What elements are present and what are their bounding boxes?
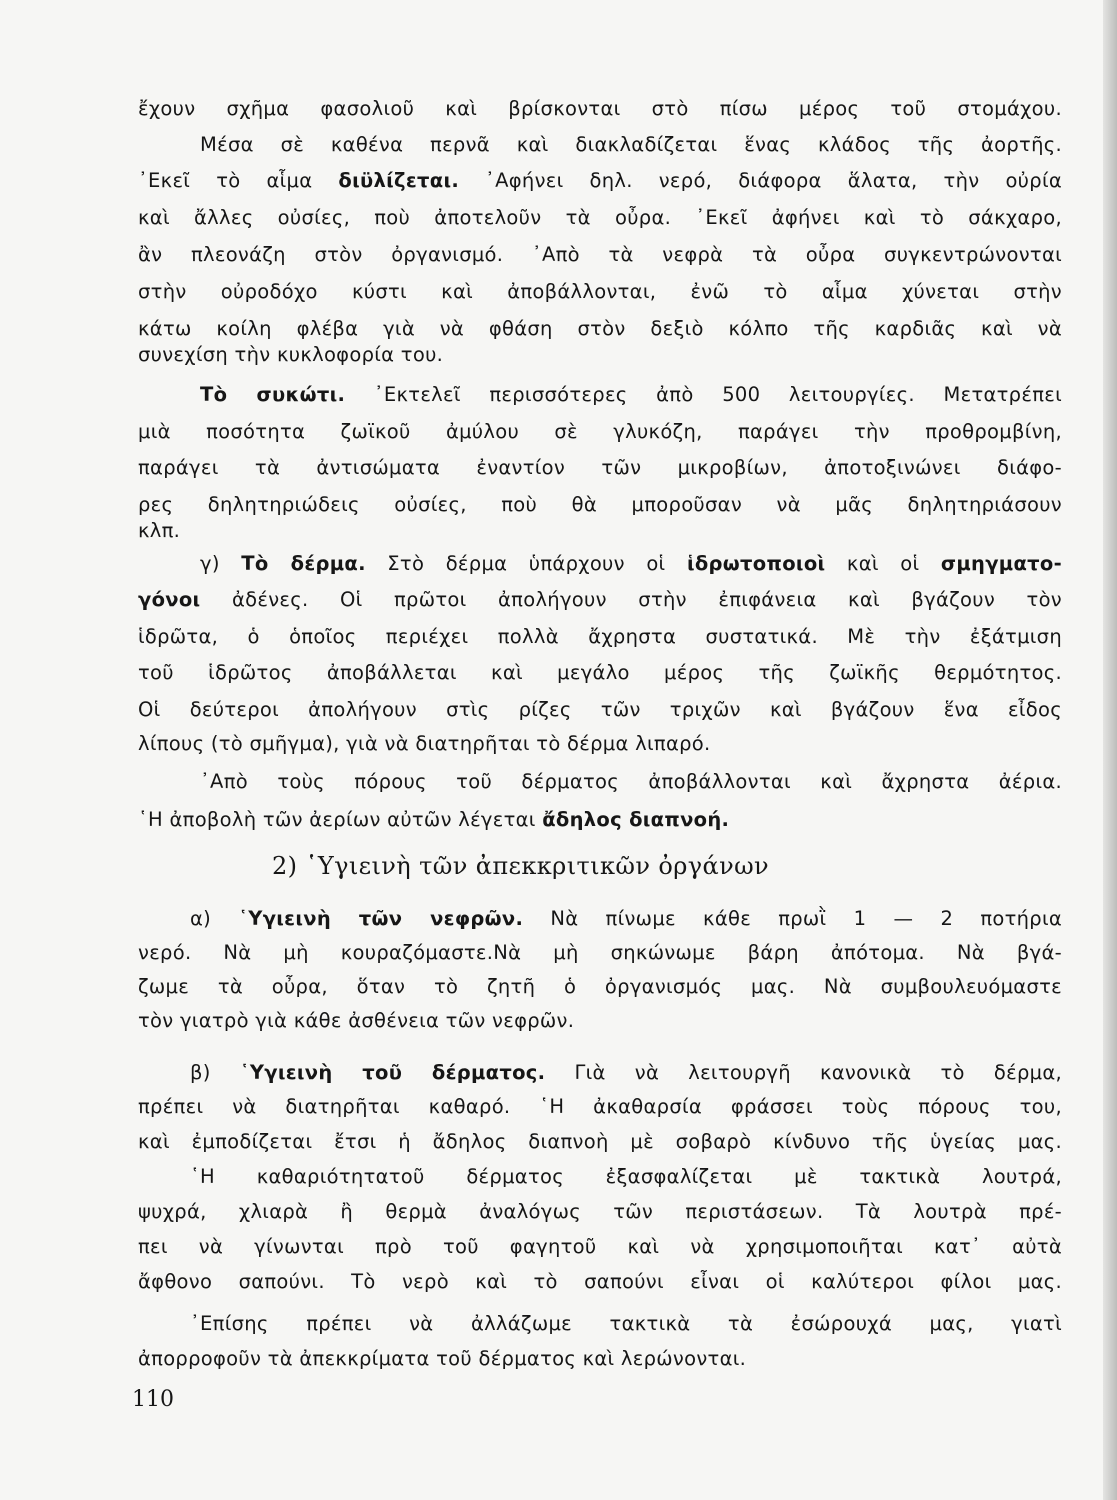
page-edge-shadow	[1103, 0, 1117, 1500]
text-run: β)	[190, 1061, 240, 1084]
text-run: καὶ οἱ	[825, 552, 941, 575]
text-line: πει νὰ γίνωνται πρὸ τοῦ φαγητοῦ καὶ νὰ χρησιμοποιῆται κατ᾽ αὐτὰ	[138, 1235, 1062, 1258]
text-line: Μέσα σὲ καθένα περνᾶ καὶ διακλαδίζεται ἕνας κλάδος τῆς ἀορτῆς.	[200, 133, 1062, 156]
bold-term: ῾Υγιεινὴ τῶν νεφρῶν.	[238, 907, 524, 930]
text-line	[138, 583, 1062, 617]
text-line: παράγει τὰ ἀντισώματα ἐναντίον τῶν μικροβίων, ἀποτοξινώνει διάφο-	[138, 456, 1062, 479]
text-line	[200, 378, 1062, 412]
text-run: ἀδένες. Οἱ πρῶτοι ἀπολήγουν στὴν ἐπιφάνεια καὶ βγάζουν τὸν	[200, 588, 1062, 611]
text-line: ᾽Απὸ τοὺς πόρους τοῦ δέρματος ἀποβάλλονται καὶ ἄχρηστα ἀέρια.	[200, 770, 1062, 793]
text-line: ἱδρῶτα, ὁ ὁποῖος περιέχει πολλὰ ἄχρηστα συστατικά. Μὲ τὴν ἐξάτμιση	[138, 625, 1062, 648]
text-line: τὸν γιατρὸ γιὰ κάθε ἀσθένεια τῶν νεφρῶν.	[138, 1009, 575, 1032]
text-run: Νὰ πίνωμε κάθε πρωῒ 1 — 2 ποτήρια	[523, 907, 1063, 930]
text-line: στὴν οὐροδόχο κύστι καὶ ἀποβάλλονται, ἐνῶ τὸ αἷμα χύνεται στὴν	[138, 280, 1062, 303]
text-line: λίπους (τὸ σμῆγμα), γιὰ νὰ διατηρῆται τὸ δέρμα λιπαρό.	[138, 732, 711, 755]
text-line	[138, 803, 1062, 837]
text-line: ψυχρά, χλιαρὰ ἢ θερμὰ ἀναλόγως τῶν περιστάσεων. Τὰ λουτρὰ πρέ-	[138, 1200, 1062, 1223]
text-line: ἀπορροφοῦν τὰ ἀπεκκρίματα τοῦ δέρματος καὶ λερώνονται.	[138, 1347, 747, 1370]
bold-term: ἄδηλος διαπνοή.	[542, 808, 730, 831]
text-line: κάτω κοίλη φλέβα γιὰ νὰ φθάση στὸν δεξιὸ κόλπο τῆς καρδιᾶς καὶ νὰ	[138, 317, 1062, 340]
text-run: ῾Η ἀποβολὴ τῶν ἀερίων αὐτῶν λέγεται	[138, 808, 543, 831]
text-line	[138, 164, 1062, 198]
page-number: 110	[132, 1387, 174, 1412]
text-line: ζωμε τὰ οὖρα, ὅταν τὸ ζητῆ ὁ ὀργανισμός μας. Νὰ συμβουλευόμαστε	[138, 975, 1062, 998]
section-heading: 2) ῾Υγιεινὴ τῶν ἀπεκκριτικῶν ὀργάνων	[272, 852, 770, 880]
text-run: Στὸ δέρμα ὑπάρχουν οἱ	[365, 552, 687, 575]
text-line: τοῦ ἱδρῶτος ἀποβάλλεται καὶ μεγάλο μέρος τῆς ζωϊκῆς θερμότητος.	[138, 661, 1062, 684]
text-line: ἂν πλεονάζη στὸν ὀργανισμό. ᾽Απὸ τὰ νεφρὰ τὰ οὖρα συγκεντρώνονται	[138, 243, 1062, 266]
text-run: α)	[190, 907, 239, 930]
bold-term: Τὸ συκώτι.	[200, 383, 346, 406]
text-line: μιὰ ποσότητα ζωϊκοῦ ἀμύλου σὲ γλυκόζη, παράγει τὴν προθρομβίνη,	[138, 420, 1062, 443]
text-line: νερό. Νὰ μὴ κουραζόμαστε.Νὰ μὴ σηκώνωμε βάρη ἀπότομα. Νὰ βγά-	[138, 941, 1062, 964]
text-line	[190, 902, 1062, 936]
text-line: ἔχουν σχῆμα φασολιοῦ καὶ βρίσκονται στὸ πίσω μέρος τοῦ στομάχου.	[138, 97, 1062, 120]
text-run: Γιὰ νὰ λειτουργῆ κανονικὰ τὸ δέρμα,	[545, 1061, 1062, 1084]
text-line: Οἱ δεύτεροι ἀπολήγουν στὶς ρίζες τῶν τριχῶν καὶ βγάζουν ἕνα εἶδος	[138, 698, 1062, 721]
text-line: συνεχίση τὴν κυκλοφορία του.	[138, 343, 444, 366]
text-line: πρέπει νὰ διατηρῆται καθαρό. ῾Η ἀκαθαρσία φράσσει τοὺς πόρους του,	[138, 1095, 1062, 1118]
text-line: κλπ.	[138, 519, 181, 542]
bold-term: Τὸ δέρμα.	[241, 552, 366, 575]
text-line: ἄφθονο σαπούνι. Τὸ νερὸ καὶ τὸ σαπούνι εἶναι οἱ καλύτεροι φίλοι μας.	[138, 1270, 1062, 1293]
text-line	[190, 1056, 1062, 1090]
text-line	[200, 547, 1062, 581]
text-line: ῾Η καθαριότητατοῦ δέρματος ἐξασφαλίζεται μὲ τακτικὰ λουτρά,	[190, 1165, 1062, 1188]
text-run: γ)	[200, 552, 242, 575]
bold-term: διϋλίζεται.	[338, 169, 460, 192]
text-run: ᾽Αφήνει δηλ. νερό, διάφορα ἅλατα, τὴν οὐρία	[459, 169, 1062, 192]
bold-term: ῾Υγιεινὴ τοῦ δέρματος.	[239, 1061, 546, 1084]
bold-term: ἱδρωτοποιοὶ	[686, 552, 826, 575]
text-line: καὶ ἄλλες οὐσίες, ποὺ ἀποτελοῦν τὰ οὖρα. ᾽Εκεῖ ἀφήνει καὶ τὸ σάκχαρο,	[138, 206, 1062, 229]
text-run: ᾽Εκεῖ τὸ αἷμα	[138, 169, 339, 192]
text-run: ᾽Εκτελεῖ περισσότερες ἀπὸ 500 λειτουργίες. Μετατρέπει	[345, 383, 1062, 406]
text-line: ρες δηλητηριώδεις οὐσίες, ποὺ θὰ μποροῦσαν νὰ μᾶς δηλητηριάσουν	[138, 493, 1062, 516]
text-line: καὶ ἐμποδίζεται ἔτσι ἡ ἄδηλος διαπνοὴ μὲ σοβαρὸ κίνδυνο τῆς ὑγείας μας.	[138, 1130, 1062, 1153]
bold-term: γόνοι	[138, 588, 201, 611]
text-line: ᾽Επίσης πρέπει νὰ ἀλλάζωμε τακτικὰ τὰ ἐσώρουχά μας, γιατὶ	[190, 1312, 1062, 1335]
bold-term: σμηγματο-	[940, 552, 1062, 575]
